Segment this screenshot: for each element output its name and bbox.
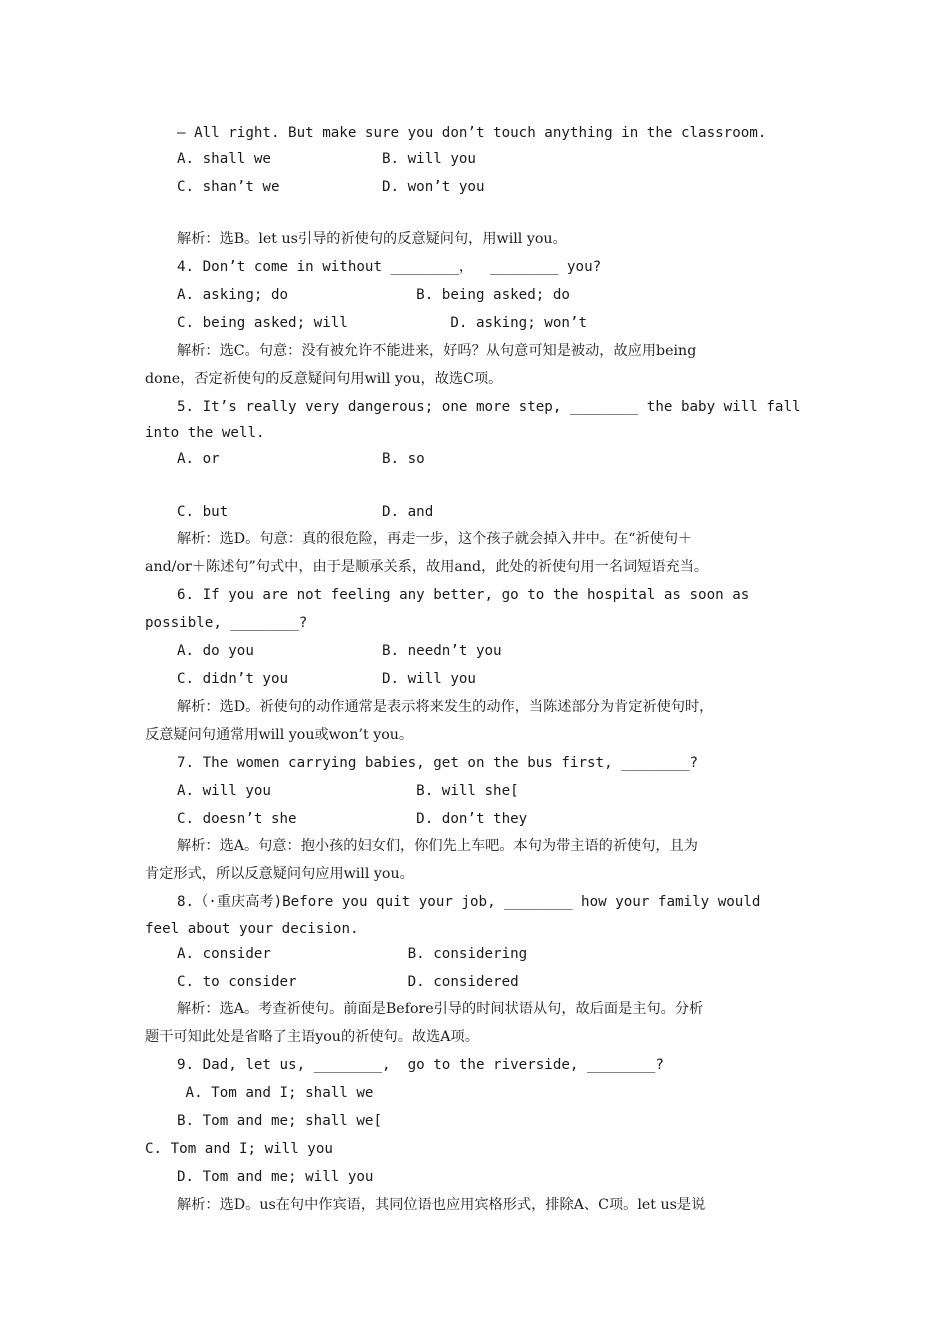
explanation-line: 反意疑问句通常用will you或won’t you。 — [145, 727, 414, 743]
question-5: 5. It’s really very dangerous; one more step, ________ the baby will fall — [177, 399, 801, 415]
explanation-line: 解析：选D。us在句中作宾语，其同位语也应用宾格形式，排除A、C项。let us是说 — [177, 1197, 706, 1213]
option-line: C. Tom and I; will you — [145, 1141, 333, 1157]
option-line: B. Tom and me; shall we[ — [177, 1113, 382, 1129]
question-6: 6. If you are not feeling any better, go to the hospital as soon as — [177, 587, 750, 603]
option-line: C. shan’t we D. won’t you — [177, 179, 485, 195]
option-line: C. didn’t you D. will you — [177, 671, 476, 687]
option-line: C. doesn’t she D. don’t they — [177, 811, 528, 827]
option-line: A. asking; do B. being asked; do — [177, 287, 570, 303]
option-line: A. or B. so — [177, 451, 425, 467]
explanation-line: 题干可知此处是省略了主语you的祈使句。故选A项。 — [145, 1029, 479, 1045]
explanation-line: 解析：选D。句意：真的很危险，再走一步，这个孩子就会掉入井中。在“祈使句＋ — [177, 531, 693, 547]
option-line: A. consider B. considering — [177, 946, 528, 962]
option-line: A. do you B. needn’t you — [177, 643, 502, 659]
option-line: A. shall we B. will you — [177, 151, 476, 167]
explanation-line: 解析：选D。祈使句的动作通常是表示将来发生的动作，当陈述部分为肯定祈使句时， — [177, 699, 714, 715]
dialogue-line: — All right. But make sure you don’t touch anything in the classroom. — [177, 125, 767, 141]
explanation-line: 解析：选B。let us引导的祈使句的反意疑问句，用will you。 — [177, 231, 567, 247]
question-6-cont: possible, ________? — [145, 615, 308, 631]
question-8-cont: feel about your decision. — [145, 921, 359, 937]
option-line: C. but D. and — [177, 504, 434, 520]
question-8: 8.（·重庆高考)Before you quit your job, ________ how your family would — [177, 894, 761, 910]
option-line: C. to consider D. considered — [177, 974, 519, 990]
explanation-line: done，否定祈使句的反意疑问句用will you，故选C项。 — [145, 371, 503, 387]
explanation-line: 解析：选A。考查祈使句。前面是Before引导的时间状语从句，故后面是主句。分析 — [177, 1001, 704, 1017]
question-5-cont: into the well. — [145, 425, 265, 441]
explanation-line: 解析：选A。句意：抱小孩的妇女们，你们先上车吧。本句为带主语的祈使句，且为 — [177, 838, 698, 854]
question-4: 4. Don’t come in without ________， ________ you? — [177, 259, 602, 275]
explanation-line: 肯定形式，所以反意疑问句应用will you。 — [145, 866, 414, 882]
option-line: A. Tom and I; shall we — [177, 1085, 374, 1101]
option-line: C. being asked; will D. asking; won’t — [177, 315, 587, 331]
question-9: 9. Dad, let us, ________, go to the riverside, ________? — [177, 1057, 664, 1073]
explanation-line: 解析：选C。句意：没有被允许不能进来，好吗？从句意可知是被动，故应用being — [177, 343, 697, 359]
question-7: 7. The women carrying babies, get on the bus first, ________? — [177, 755, 699, 771]
option-line: D. Tom and me; will you — [177, 1169, 374, 1185]
option-line: A. will you B. will she[ — [177, 783, 519, 799]
explanation-line: and/or＋陈述句”句式中，由于是顺承关系，故用and，此处的祈使句用一名词短语充当。 — [145, 559, 709, 575]
